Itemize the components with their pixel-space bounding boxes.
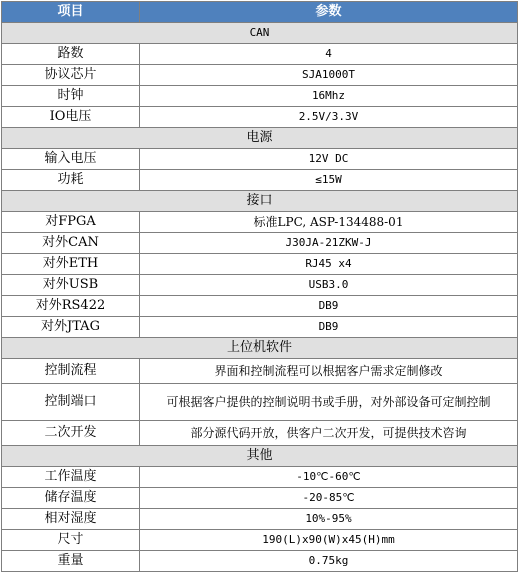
row-key: 对外RS422 bbox=[2, 296, 140, 317]
table-row bbox=[2, 149, 518, 170]
header-item: 项目 bbox=[2, 2, 140, 23]
row-key: 工作温度 bbox=[2, 467, 140, 488]
row-key: 时钟 bbox=[2, 86, 140, 107]
header-row bbox=[2, 2, 518, 23]
table-row bbox=[2, 467, 518, 488]
row-value: DB9 bbox=[140, 317, 518, 338]
row-key: IO电压 bbox=[2, 107, 140, 128]
table-row bbox=[2, 233, 518, 254]
table-row bbox=[2, 296, 518, 317]
row-value: 190(L)x90(W)x45(H)mm bbox=[140, 530, 518, 551]
row-key: 对外ETH bbox=[2, 254, 140, 275]
table-row bbox=[2, 509, 518, 530]
row-value: -20-85℃ bbox=[140, 488, 518, 509]
table-row bbox=[2, 44, 518, 65]
row-key: 路数 bbox=[2, 44, 140, 65]
row-value: 4 bbox=[140, 44, 518, 65]
row-key: 相对湿度 bbox=[2, 509, 140, 530]
row-value: USB3.0 bbox=[140, 275, 518, 296]
row-value: ≤15W bbox=[140, 170, 518, 191]
section-interface bbox=[2, 191, 518, 212]
table-row bbox=[2, 65, 518, 86]
table-row bbox=[2, 170, 518, 191]
row-key: 功耗 bbox=[2, 170, 140, 191]
row-value: J30JA-21ZKW-J bbox=[140, 233, 518, 254]
row-key: 协议芯片 bbox=[2, 65, 140, 86]
row-key: 输入电压 bbox=[2, 149, 140, 170]
row-value: 16Mhz bbox=[140, 86, 518, 107]
row-key: 对FPGA bbox=[2, 212, 140, 233]
row-key: 尺寸 bbox=[2, 530, 140, 551]
section-title: 其他 bbox=[2, 446, 518, 467]
table-row bbox=[2, 212, 518, 233]
spec-table bbox=[1, 1, 518, 572]
row-value: 界面和控制流程可以根据客户需求定制修改 bbox=[140, 359, 518, 384]
row-value: 0.75kg bbox=[140, 551, 518, 572]
row-value: RJ45 x4 bbox=[140, 254, 518, 275]
section-can bbox=[2, 23, 518, 44]
table-row bbox=[2, 86, 518, 107]
table-row bbox=[2, 317, 518, 338]
table-row bbox=[2, 488, 518, 509]
row-value: 部分源代码开放，供客户二次开发，可提供技术咨询 bbox=[140, 421, 518, 446]
table-row bbox=[2, 107, 518, 128]
row-value: DB9 bbox=[140, 296, 518, 317]
row-key: 重量 bbox=[2, 551, 140, 572]
row-key: 对外USB bbox=[2, 275, 140, 296]
row-value: 可根据客户提供的控制说明书或手册，对外部设备可定制控制 bbox=[140, 384, 518, 421]
row-key: 对外CAN bbox=[2, 233, 140, 254]
table-row bbox=[2, 530, 518, 551]
row-key: 二次开发 bbox=[2, 421, 140, 446]
row-key: 对外JTAG bbox=[2, 317, 140, 338]
section-other bbox=[2, 446, 518, 467]
row-value: -10℃-60℃ bbox=[140, 467, 518, 488]
section-title: 接口 bbox=[2, 191, 518, 212]
table-row bbox=[2, 384, 518, 421]
header-param: 参数 bbox=[140, 2, 518, 23]
section-title: 上位机软件 bbox=[2, 338, 518, 359]
section-title: 电源 bbox=[2, 128, 518, 149]
row-key: 储存温度 bbox=[2, 488, 140, 509]
row-value: 2.5V/3.3V bbox=[140, 107, 518, 128]
row-key: 控制流程 bbox=[2, 359, 140, 384]
section-title: CAN bbox=[2, 23, 518, 44]
row-value: SJA1000T bbox=[140, 65, 518, 86]
row-value: 12V DC bbox=[140, 149, 518, 170]
section-power bbox=[2, 128, 518, 149]
table-row bbox=[2, 421, 518, 446]
table-row bbox=[2, 359, 518, 384]
row-value: 10%-95% bbox=[140, 509, 518, 530]
table-row bbox=[2, 551, 518, 572]
row-value: 标准LPC, ASP-134488-01 bbox=[140, 212, 518, 233]
table-row bbox=[2, 254, 518, 275]
table-row bbox=[2, 275, 518, 296]
section-software bbox=[2, 338, 518, 359]
row-key: 控制端口 bbox=[2, 384, 140, 421]
